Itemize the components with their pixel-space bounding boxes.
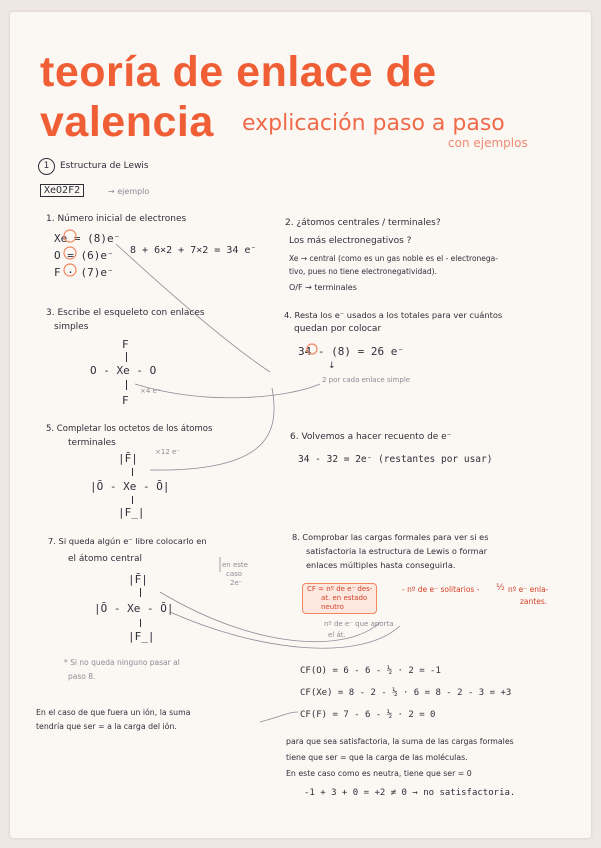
page-title-line1: teoría de enlace de	[40, 48, 437, 96]
circle-used-electrons	[307, 344, 317, 354]
step8-cf-o: CF(O) = 6 - 6 - ½ · 2 = -1	[300, 666, 441, 676]
step3-bottom-atom: F	[122, 394, 129, 407]
step8-conclusion3: En este caso como es neutra, tiene que ser = 0	[286, 769, 472, 778]
page-subtitle: explicación paso a paso	[242, 111, 505, 136]
step8-formula-frac: ½	[496, 583, 505, 593]
step7-footnote1: * Si no queda ninguno pasar al	[64, 658, 180, 667]
step8-formula-left: CF = nº de e⁻ des-	[307, 585, 373, 593]
step1-f: F · (7)e⁻	[54, 266, 114, 279]
arrow-o-to-formula	[170, 612, 400, 648]
step4-calc: 34 - (8) = 26 e⁻	[298, 345, 404, 358]
step5-bottom-atom: |F̲|	[118, 506, 145, 519]
step6-calc: 34 - 32 = 2e⁻ (restantes por usar)	[298, 454, 493, 465]
step8-formula-right2: zantes.	[520, 597, 548, 606]
step1-sum: 8 + 6×2 + 7×2 = 34 e⁻	[130, 245, 257, 256]
annotation-arrows	[10, 12, 591, 838]
step7-note2: caso	[226, 570, 243, 578]
step8-conclusion1: para que sea satisfactoria, la suma de las cargas formales	[286, 737, 514, 746]
step8-formula-mid: - nº de e⁻ solitarios -	[402, 585, 480, 594]
step8-title3: enlaces múltiples hasta conseguirla.	[306, 560, 456, 570]
step7-note3: 2e⁻	[230, 579, 243, 587]
step7-footnote2: paso 8.	[68, 672, 96, 681]
step1-xe: Xe = (8)e⁻	[54, 232, 121, 245]
arrow-step4-to-step5	[150, 388, 274, 470]
step8-cf-xe: CF(Xe) = 8 - 2 - ½ · 6 = 8 - 2 - 3 = +3	[300, 688, 512, 698]
arrow-step3-to-step4	[135, 384, 320, 398]
step8-cf-f: CF(F) = 7 - 6 - ½ · 2 = 0	[300, 710, 436, 720]
step8-formula-right: nº e⁻ enla-	[508, 585, 549, 594]
notebook-page	[10, 12, 591, 838]
step4-arrow: ↓	[328, 361, 336, 371]
circle-o-electrons	[64, 247, 76, 259]
step8-formula-left2: at. en estado	[321, 594, 368, 602]
step2-line1: Los más electronegativos ?	[289, 236, 412, 246]
step8-note1: nº de e⁻ que aporta	[324, 620, 394, 628]
step8-title2: satisfactoria la estructura de Lewis o formar	[306, 546, 487, 556]
step2-line3: tivo, pues no tiene electronegatividad).	[289, 267, 437, 276]
step7-middle: |Ō - Xe - Ō|	[94, 602, 174, 615]
example-label: → ejemplo	[108, 187, 150, 196]
circle-f-electrons	[64, 264, 76, 276]
ion-note-line1: En el caso de que fuera un ión, la suma	[36, 708, 191, 717]
step8-final: -1 + 3 + 0 = +2 ≠ 0 → no satisfactoria.	[304, 788, 516, 798]
step1-title: 1. Número inicial de electrones	[46, 214, 187, 224]
step4-title2: quedan por colocar	[294, 324, 382, 334]
step7-note1: en este	[222, 561, 248, 569]
step8-conclusion2: tiene que ser = que la carga de las moléculas.	[286, 753, 468, 762]
step1-o: O = (6)e⁻	[54, 249, 114, 262]
step2-line4: O/F → terminales	[289, 283, 357, 292]
page-subtitle-small: con ejemplos	[448, 136, 528, 150]
arrow-ion-note	[260, 712, 298, 722]
step8-title: 8. Comprobar las cargas formales para ver si es	[292, 532, 489, 542]
arrow-xe-to-formula	[160, 592, 380, 642]
step3-title: 3. Escribe el esqueleto con enlaces	[46, 308, 205, 318]
step5-title2: terminales	[68, 438, 116, 448]
step3-note: ×4 e⁻	[140, 387, 161, 395]
step5-title: 5. Completar los octetos de los átomos	[46, 424, 213, 434]
step3-title2: simples	[54, 322, 89, 332]
step7-top-atom: |F̄|	[128, 573, 148, 586]
circle-xe-electrons	[64, 230, 76, 242]
step3-top-atom: F	[122, 338, 129, 351]
example-formula-box: XeO2F2	[40, 184, 84, 197]
step5-top-atom: |F̄|	[118, 452, 138, 465]
arrow-step1-to-step3	[116, 244, 270, 372]
step2-line2: Xe → central (como es un gas noble es el - electronega-	[289, 254, 498, 263]
section-number-badge: 1	[38, 158, 55, 175]
step4-note: 2 por cada enlace simple	[322, 376, 411, 384]
step2-title: 2. ¿átomos centrales / terminales?	[285, 218, 441, 228]
step8-note2: el át.	[328, 631, 346, 639]
step8-formula-left3: neutro	[321, 603, 344, 611]
section-label: Estructura de Lewis	[60, 161, 149, 171]
page-title-line2: valencia	[40, 98, 214, 146]
step5-middle: |Ō - Xe - Ō|	[90, 480, 170, 493]
step4-title: 4. Resta los e⁻ usados a los totales para ver cuántos	[284, 310, 503, 320]
step7-bottom-atom: |F̲|	[128, 630, 155, 643]
ion-note-line2: tendría que ser = a la carga del ión.	[36, 722, 177, 731]
step7-title2: el átomo central	[68, 554, 143, 564]
step3-middle: O - Xe - O	[90, 364, 157, 377]
step7-title: 7. Si queda algún e⁻ libre colocarlo en	[48, 536, 207, 546]
step6-title: 6. Volvemos a hacer recuento de e⁻	[290, 432, 452, 442]
step5-note: ×12 e⁻	[155, 448, 180, 456]
